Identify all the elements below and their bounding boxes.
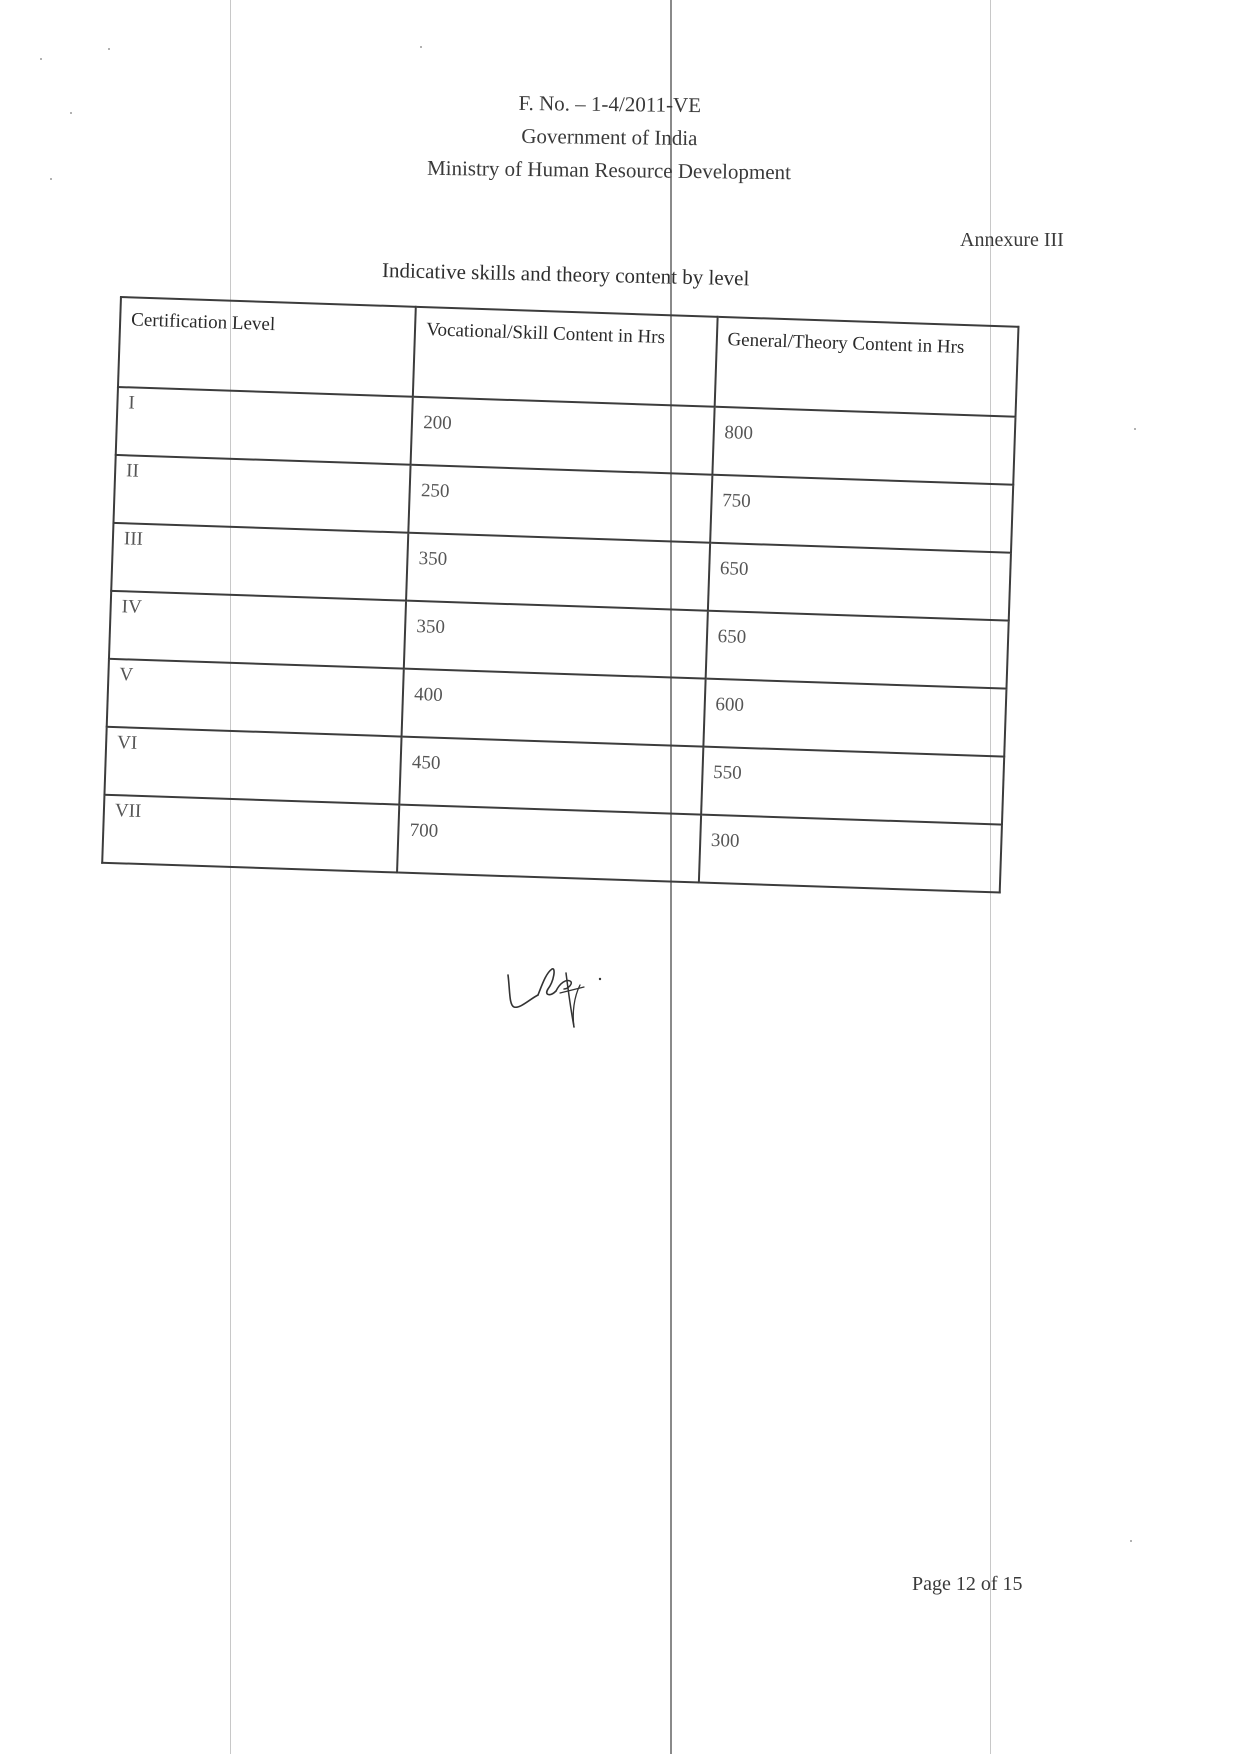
ministry-name: Ministry of Human Resource Development bbox=[426, 155, 792, 185]
scan-speck bbox=[1130, 1540, 1132, 1542]
skill-hours-cell: 700 bbox=[397, 805, 700, 883]
level-cell: VI bbox=[104, 727, 401, 805]
theory-hours-cell: 650 bbox=[705, 611, 1008, 689]
levels-table-container bbox=[101, 296, 1019, 894]
theory-hours-cell: 800 bbox=[712, 407, 1015, 485]
scan-speck bbox=[1134, 428, 1136, 430]
scan-speck bbox=[40, 58, 42, 60]
table-title: Indicative skills and theory content by level bbox=[381, 258, 750, 291]
level-cell: III bbox=[111, 523, 408, 601]
column-header-certification-level: Certification Level bbox=[118, 297, 416, 397]
level-cell: I bbox=[116, 387, 413, 465]
scan-speck bbox=[50, 178, 52, 180]
theory-hours-cell: 600 bbox=[703, 679, 1006, 757]
theory-hours-cell: 750 bbox=[710, 475, 1013, 553]
level-cell: IV bbox=[109, 591, 406, 669]
scan-speck bbox=[70, 112, 72, 114]
theory-hours-cell: 650 bbox=[708, 543, 1011, 621]
skill-hours-cell: 400 bbox=[402, 669, 705, 747]
column-header-skill-content: Vocational/Skill Content in Hrs bbox=[413, 307, 717, 407]
skill-hours-cell: 250 bbox=[409, 465, 712, 543]
level-cell: VII bbox=[102, 795, 399, 873]
skill-hours-cell: 200 bbox=[411, 397, 714, 475]
level-cell: V bbox=[107, 659, 404, 737]
skill-hours-cell: 450 bbox=[400, 737, 703, 815]
theory-hours-cell: 550 bbox=[701, 747, 1004, 825]
file-number: F. No. – 1-4/2011-VE bbox=[518, 90, 702, 118]
skill-hours-cell: 350 bbox=[406, 533, 709, 611]
column-header-theory-content: General/Theory Content in Hrs bbox=[714, 317, 1018, 417]
government-name: Government of India bbox=[521, 123, 698, 151]
level-cell: II bbox=[113, 455, 410, 533]
scan-speck bbox=[420, 46, 422, 48]
skill-hours-cell: 350 bbox=[404, 601, 707, 679]
document-header bbox=[359, 85, 860, 190]
scan-speck bbox=[108, 48, 110, 50]
scan-artifact-line bbox=[230, 0, 231, 1754]
page-number: Page 12 of 15 bbox=[912, 1573, 1023, 1595]
certification-levels-table bbox=[101, 296, 1019, 894]
handwritten-signature bbox=[500, 955, 620, 1035]
annexure-label: Annexure III bbox=[960, 229, 1064, 251]
theory-hours-cell: 300 bbox=[699, 815, 1002, 893]
